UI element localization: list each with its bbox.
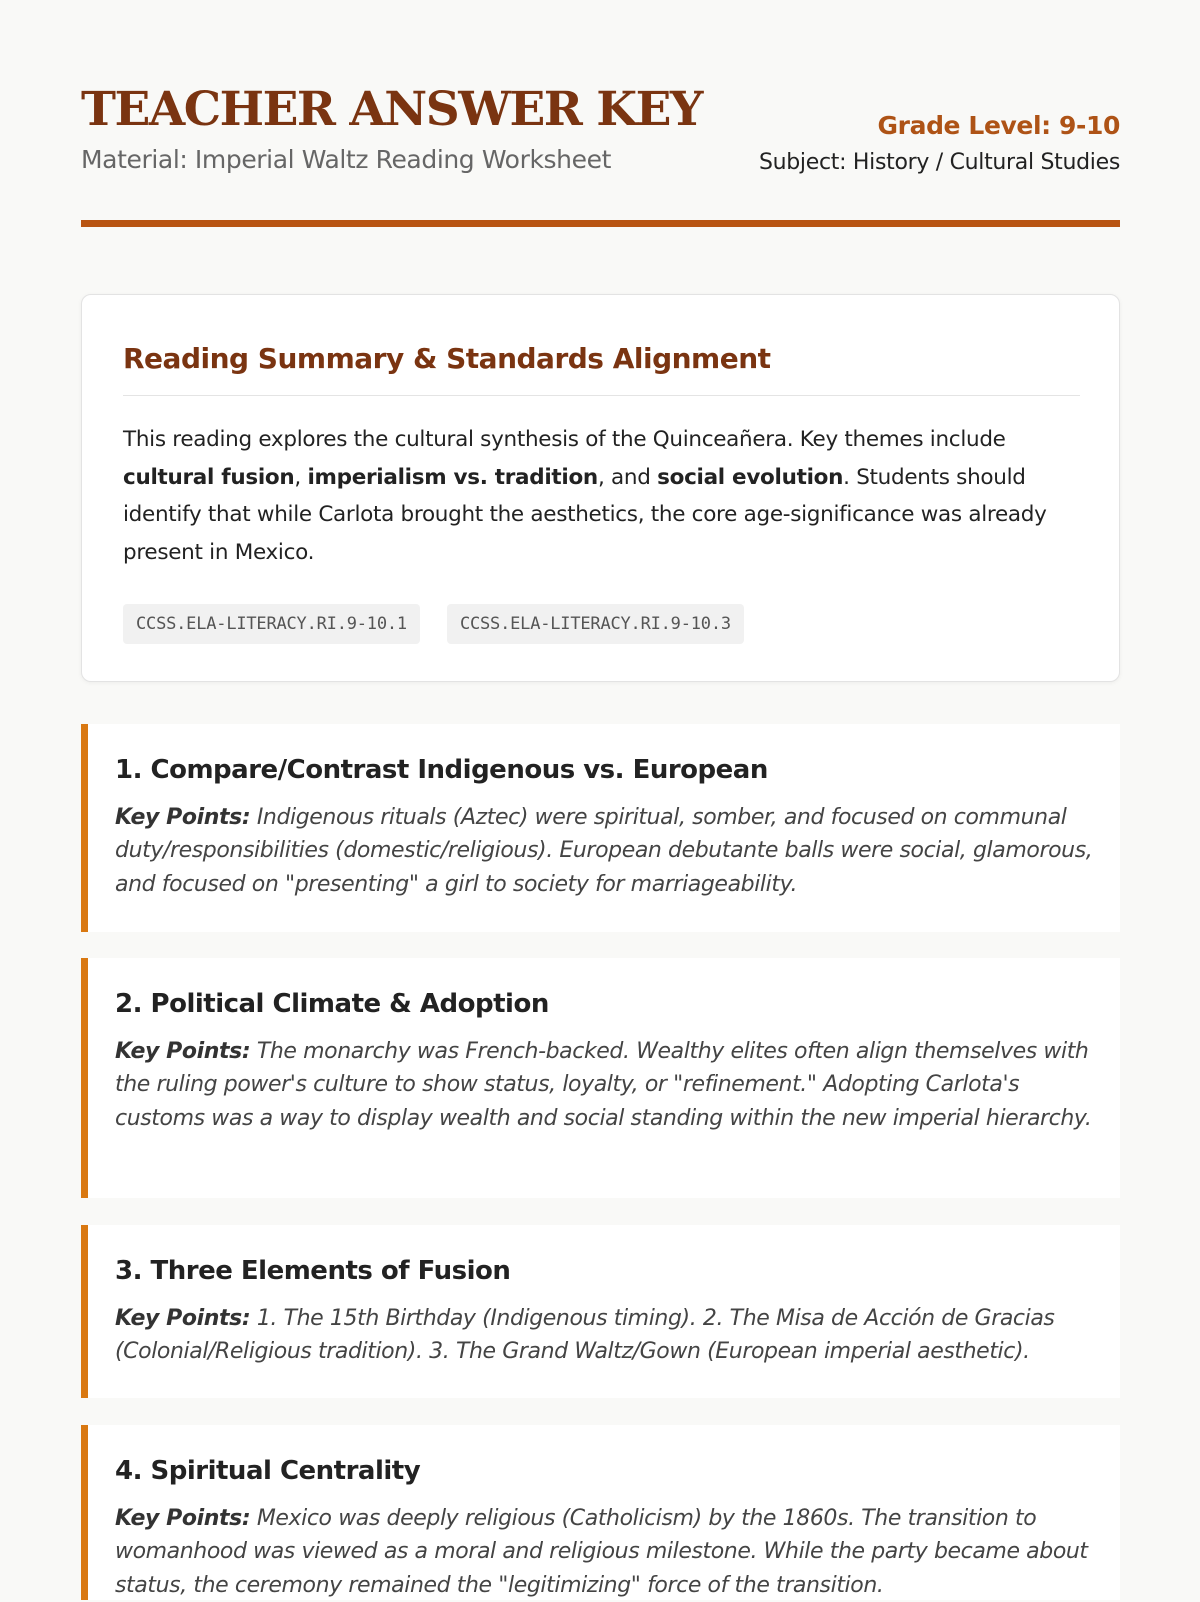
theme-imperialism: imperialism vs. tradition (307, 465, 598, 490)
standard-tag: CCSS.ELA-LITERACY.RI.9-10.3 (447, 604, 744, 644)
answer-key-page (81, 0, 1120, 227)
question-card (81, 1225, 1120, 1398)
page-title: TEACHER ANSWER KEY (81, 82, 702, 138)
key-points-label: Key Points: (115, 1506, 250, 1531)
question-card (81, 958, 1120, 1198)
summary-divider (123, 395, 1080, 396)
question-title: 4. Spiritual Centrality (115, 1455, 1100, 1488)
theme-cultural-fusion: cultural fusion (123, 465, 294, 490)
question-answer (115, 801, 1100, 902)
summary-text-part: , (294, 465, 307, 490)
standards-tags (123, 604, 744, 644)
summary-text-part: This reading explores the cultural synthesis of the Quinceañera. Key themes include (123, 427, 1006, 452)
standard-tag: CCSS.ELA-LITERACY.RI.9-10.1 (123, 604, 420, 644)
question-title: 2. Political Climate & Adoption (115, 988, 1100, 1021)
grade-level: Grade Level: 9-10 (878, 111, 1120, 140)
question-title: 3. Three Elements of Fusion (115, 1255, 1100, 1288)
key-points-label: Key Points: (115, 1039, 250, 1064)
summary-text-part: , and (598, 465, 657, 490)
summary-title: Reading Summary & Standards Alignment (123, 342, 771, 375)
key-points-label: Key Points: (115, 805, 250, 830)
summary-text (123, 421, 1083, 571)
answer-text: The monarchy was French-backed. Wealthy elites often align themselves with the ruling power's culture to show status, loyalty, or "refinement." Adopting Carlota's customs was a way to display wealth and social standing within the new imperial hierarchy. (115, 1039, 1091, 1131)
question-card (81, 724, 1120, 932)
question-answer (115, 1502, 1100, 1602)
answer-text: Mexico was deeply religious (Catholicism) by the 1860s. The transition to womanhood was viewed as a moral and religious milestone. While the party became about status, the ceremony remained the "legitimizing" force of the transition. (115, 1506, 1088, 1598)
question-title: 1. Compare/Contrast Indigenous vs. European (115, 754, 1100, 787)
question-answer (115, 1035, 1100, 1136)
summary-card (81, 294, 1120, 682)
answer-text: Indigenous rituals (Aztec) were spiritual, somber, and focused on communal duty/responsibilities (domestic/religious). European debutante balls were social, glamorous, and focused on "presenting" a girl to society for marriageability. (115, 805, 1092, 897)
theme-social-evolution: social evolution (657, 465, 843, 490)
material-label: Material: Imperial Waltz Reading Worksheet (81, 145, 611, 174)
header-divider (81, 220, 1120, 227)
page-header (81, 0, 1120, 227)
answer-text: 1. The 15th Birthday (Indigenous timing). 2. The Misa de Acción de Gracias (Colonial/Religious tradition). 3. The Grand Waltz/Gown (European imperial aesthetic). (115, 1306, 1054, 1365)
question-answer (115, 1302, 1100, 1369)
summary-text-part: . Students should identify that while Carlota brought the aesthetics, the core age-significance was already present in Mexico. (123, 465, 1047, 565)
question-card (81, 1425, 1120, 1600)
subject-label: Subject: History / Cultural Studies (759, 150, 1120, 175)
key-points-label: Key Points: (115, 1306, 250, 1331)
